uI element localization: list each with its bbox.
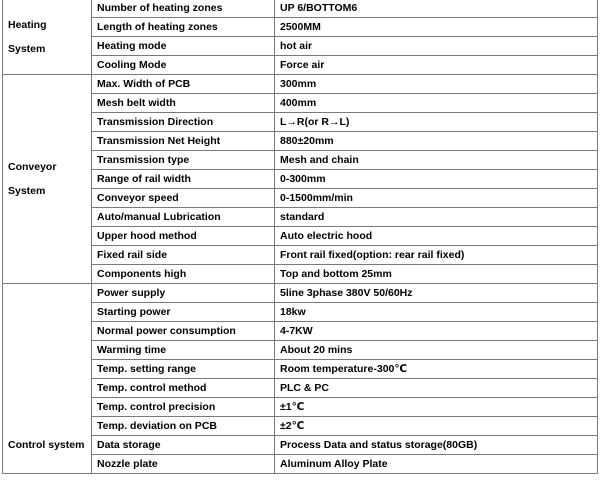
table-row xyxy=(3,246,598,265)
group-label-line: Control system xyxy=(8,439,85,451)
value-cell: 400mm xyxy=(275,94,598,113)
table-row xyxy=(3,265,598,284)
param-cell: Transmission Net Height xyxy=(92,132,275,151)
group-label-line: System xyxy=(8,185,46,197)
table-row xyxy=(3,132,598,151)
value-cell: Front rail fixed(option: rear rail fixed) xyxy=(275,246,598,265)
group-cell-heating xyxy=(3,0,92,75)
table-row xyxy=(3,303,598,322)
group-label-line: Heating xyxy=(8,18,47,31)
table-row xyxy=(3,436,598,455)
value-cell: Auto electric hood xyxy=(275,227,598,246)
group-cell-control xyxy=(3,284,92,474)
value-cell: 300mm xyxy=(275,75,598,94)
value-cell: ±1℃ xyxy=(275,398,598,417)
param-cell: Fixed rail side xyxy=(92,246,275,265)
value-cell: Top and bottom 25mm xyxy=(275,265,598,284)
table-row xyxy=(3,189,598,208)
value-cell: 880±20mm xyxy=(275,132,598,151)
param-cell: Temp. control precision xyxy=(92,398,275,417)
param-cell: Range of rail width xyxy=(92,170,275,189)
table-row xyxy=(3,56,598,75)
value-cell: 2500MM xyxy=(275,18,598,37)
table-row xyxy=(3,398,598,417)
param-cell: Temp. control method xyxy=(92,379,275,398)
group-label-line: System xyxy=(8,42,46,55)
param-cell: Components high xyxy=(92,265,275,284)
param-cell: Starting power xyxy=(92,303,275,322)
value-cell: standard xyxy=(275,208,598,227)
param-cell: Mesh belt width xyxy=(92,94,275,113)
param-cell: Max. Width of PCB xyxy=(92,75,275,94)
param-cell: Conveyor speed xyxy=(92,189,275,208)
param-cell: Number of heating zones xyxy=(92,0,275,18)
value-cell: ±2℃ xyxy=(275,417,598,436)
table-row xyxy=(3,151,598,170)
param-cell: Auto/manual Lubrication xyxy=(92,208,275,227)
param-cell: Length of heating zones xyxy=(92,18,275,37)
table-row xyxy=(3,18,598,37)
table-row xyxy=(3,455,598,474)
value-cell: UP 6/BOTTOM6 xyxy=(275,0,598,18)
value-cell: 0-300mm xyxy=(275,170,598,189)
param-cell: Warming time xyxy=(92,341,275,360)
value-cell: Aluminum Alloy Plate xyxy=(275,455,598,474)
value-cell: 5line 3phase 380V 50/60Hz xyxy=(275,284,598,303)
table-row xyxy=(3,341,598,360)
value-cell: 0-1500mm/min xyxy=(275,189,598,208)
param-cell: Transmission type xyxy=(92,151,275,170)
value-cell: hot air xyxy=(275,37,598,56)
table-row xyxy=(3,170,598,189)
param-cell: Power supply xyxy=(92,284,275,303)
table-row xyxy=(3,284,598,303)
param-cell: Upper hood method xyxy=(92,227,275,246)
table-row xyxy=(3,113,598,132)
param-cell: Transmission Direction xyxy=(92,113,275,132)
param-cell: Temp. setting range xyxy=(92,360,275,379)
param-cell: Nozzle plate xyxy=(92,455,275,474)
spec-table xyxy=(2,0,598,474)
group-label-line: Conveyor xyxy=(8,161,57,173)
table-row xyxy=(3,417,598,436)
table-row xyxy=(3,75,598,94)
value-cell: Mesh and chain xyxy=(275,151,598,170)
table-row xyxy=(3,37,598,56)
value-cell: L→R(or R→L) xyxy=(275,113,598,132)
value-cell: PLC & PC xyxy=(275,379,598,398)
value-cell: Force air xyxy=(275,56,598,75)
table-row xyxy=(3,208,598,227)
table-row xyxy=(3,0,598,18)
param-cell: Cooling Mode xyxy=(92,56,275,75)
table-row xyxy=(3,360,598,379)
param-cell: Data storage xyxy=(92,436,275,455)
value-cell: About 20 mins xyxy=(275,341,598,360)
table-row xyxy=(3,94,598,113)
value-cell: Process Data and status storage(80GB) xyxy=(275,436,598,455)
value-cell: Room temperature-300℃ xyxy=(275,360,598,379)
value-cell: 18kw xyxy=(275,303,598,322)
table-row xyxy=(3,322,598,341)
param-cell: Normal power consumption xyxy=(92,322,275,341)
param-cell: Temp. deviation on PCB xyxy=(92,417,275,436)
table-row xyxy=(3,227,598,246)
value-cell: 4-7KW xyxy=(275,322,598,341)
table-row xyxy=(3,379,598,398)
param-cell: Heating mode xyxy=(92,37,275,56)
group-cell-conveyor xyxy=(3,75,92,284)
